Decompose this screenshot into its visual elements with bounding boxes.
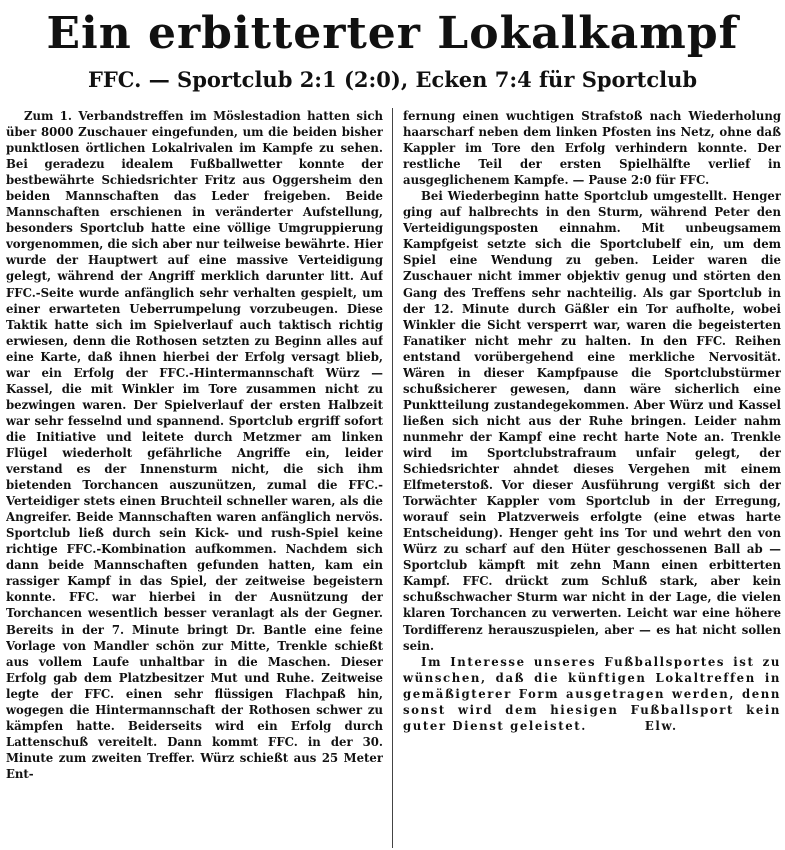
- headline: Ein erbitterter Lokalkampf: [46, 8, 739, 59]
- paragraph: Zum 1. Verbandstreffen im Möslestadion hatten sich über 8000 Zuschauer eingefunden, um die beiden bisher punktlosen örtlichen Lokalrivalen im Kampfe zu sehen. Bei geradezu idealem Fußballwetter konnte der bestbewährte Schiedsrichter Fritz aus Oggersheim den beiden Mannschaften das Leder freigeben. Beide Mannschaften erschienen in veränderter Aufstellung, besonders Sportclub hatte eine völlige Umgruppierung vorgenommen, die sich aber nur teilweise bewährte. Hier wurde der Hauptwert auf eine massive Verteidigung gelegt, während der Angriff merklich darunter litt. Auf FFC.-Seite wurde anfänglich sehr verhalten gespielt, um einer erwarteten Ueberrumpelung vorzubeugen. Diese Taktik hatte sich im Spielverlauf auch taktisch richtig erwiesen, denn die Rothosen setzten zu Beginn alles auf eine Karte, daß ihnen hierbei der Erfolg versagt blieb, war ein Erfolg der FFC.-Hintermannschaft Würz — Kassel, die mit Winkler im Tore zusammen nicht zu bezwingen waren. Der Spielverlauf der ersten Halbzeit war sehr fesselnd und spannend. Sportclub ergriff sofort die Initiative und leitete durch Metzmer am linken Flügel wiederholt gefährliche Angriffe ein, leider verstand es der Innensturm nicht, die sich ihm bietenden Torchancen auszunützen, zumal die FFC.-Verteidiger stets einen Bruchteil schneller waren, als die Angreifer. Beide Mannschaften waren anfänglich nervös. Sportclub ließ durch sein Kick- und rush-Spiel keine richtige FFC.-Kombination aufkommen. Nachdem sich dann beide Mannschaften gefunden hatten, kam ein rassiger Kampf in das Spiel, der zeitweise begeistern konnte. FFC. war hierbei in der Ausnützung der Torchancen wesentlich besser veranlagt als der Gegner. Bereits in der 7. Minute bringt Dr. Bantle eine feine Vorlage von Mandler schön zur Mitte, Trenkle schießt aus vollem Laufe unhaltbar in die Maschen. Dieser Erfolg gab dem Platzbesitzer Mut und Ruhe. Zeitweise legte der FFC. einen sehr flüssigen Flachpaß hin, wogegen die Hintermannschaft der Rothosen schwer zu kämpfen hatte. Beiderseits wird ein Erfolg durch Lattenschuß vereitelt. Dann kommt FFC. in der 30. Minute zum zweiten Treffer. Würz schießt aus 25 Meter Ent-: [6, 109, 383, 781]
- article-column-left: [6, 108, 383, 848]
- article-column-right: [403, 108, 781, 848]
- paragraph: Bei Wiederbeginn hatte Sportclub umgestellt. Henger ging auf halbrechts in den Sturm, während Peter den Verteidigungsposten einnahm. Mit unbeugsamem Kampfgeist setzte sich die Sportclubelf ein, um dem Spiel eine Wendung zu geben. Leider waren die Zuschauer nicht immer objektiv genug und störten den Gang des Treffens sehr nachteilig. Als gar Sportclub in der 12. Minute durch Gäßler ein Tor aufholte, wobei Winkler die Sicht versperrt war, waren die begeisterten Fanatiker nicht mehr zu halten. In den FFC. Reihen entstand vorübergehend eine merkliche Nervosität. Wären in dieser Kampfpause die Sportclubstürmer schußsicherer gewesen, dann wäre sicherlich eine Punktteilung zustandegekommen. Aber Würz und Kassel ließen sich nicht aus der Ruhe bringen. Leider nahm nunmehr der Kampf eine recht harte Note an. Trenkle wird im Sportclubstrafraum unfair gelegt, der Schiedsrichter ahndet dieses Vergehen mit einem Elfmeterstoß. Vor dieser Ausführung vergißt sich der Torwächter Kappler vom Sportclub in der Erregung, worauf sein Platzverweis erfolgte (eine etwas harte Entscheidung). Henger geht ins Tor und wehrt den von Würz zu scharf auf den Hüter geschossenen Ball ab — Sportclub kämpft mit zehn Mann einen erbitterten Kampf. FFC. drückt zum Schluß stark, aber kein schußschwacher Sturm war nicht in der Lage, die vielen klaren Torchancen zu verwerten. Leicht war eine höhere Tordifferenz herauszuspielen, aber — es hat nicht sollen sein.: [403, 189, 781, 653]
- paragraph: [403, 654, 781, 734]
- paragraph: fernung einen wuchtigen Strafstoß nach Wiederholung haarscharf neben dem linken Pfosten ins Netz, ohne daß Kappler im Tore den Erfolg verhindern konnte. Der restliche Teil der ersten Spielhälfte verlief in ausgeglichenem Kampfe. — Pause 2:0 für FFC.: [403, 109, 781, 188]
- author-signature: Elw.: [644, 718, 678, 733]
- closing-paragraph-text: Im Interesse unseres Fußballsportes ist zu wünschen, daß die künftigen Lokaltreffen in gemäßigterer Form ausgetragen werden, denn sonst wird dem hiesigen Fußballsport kein guter Dienst geleistet.: [403, 654, 781, 733]
- column-divider: [392, 108, 393, 848]
- subheadline: FFC. — Sportclub 2:1 (2:0), Ecken 7:4 für Sportclub: [87, 67, 698, 92]
